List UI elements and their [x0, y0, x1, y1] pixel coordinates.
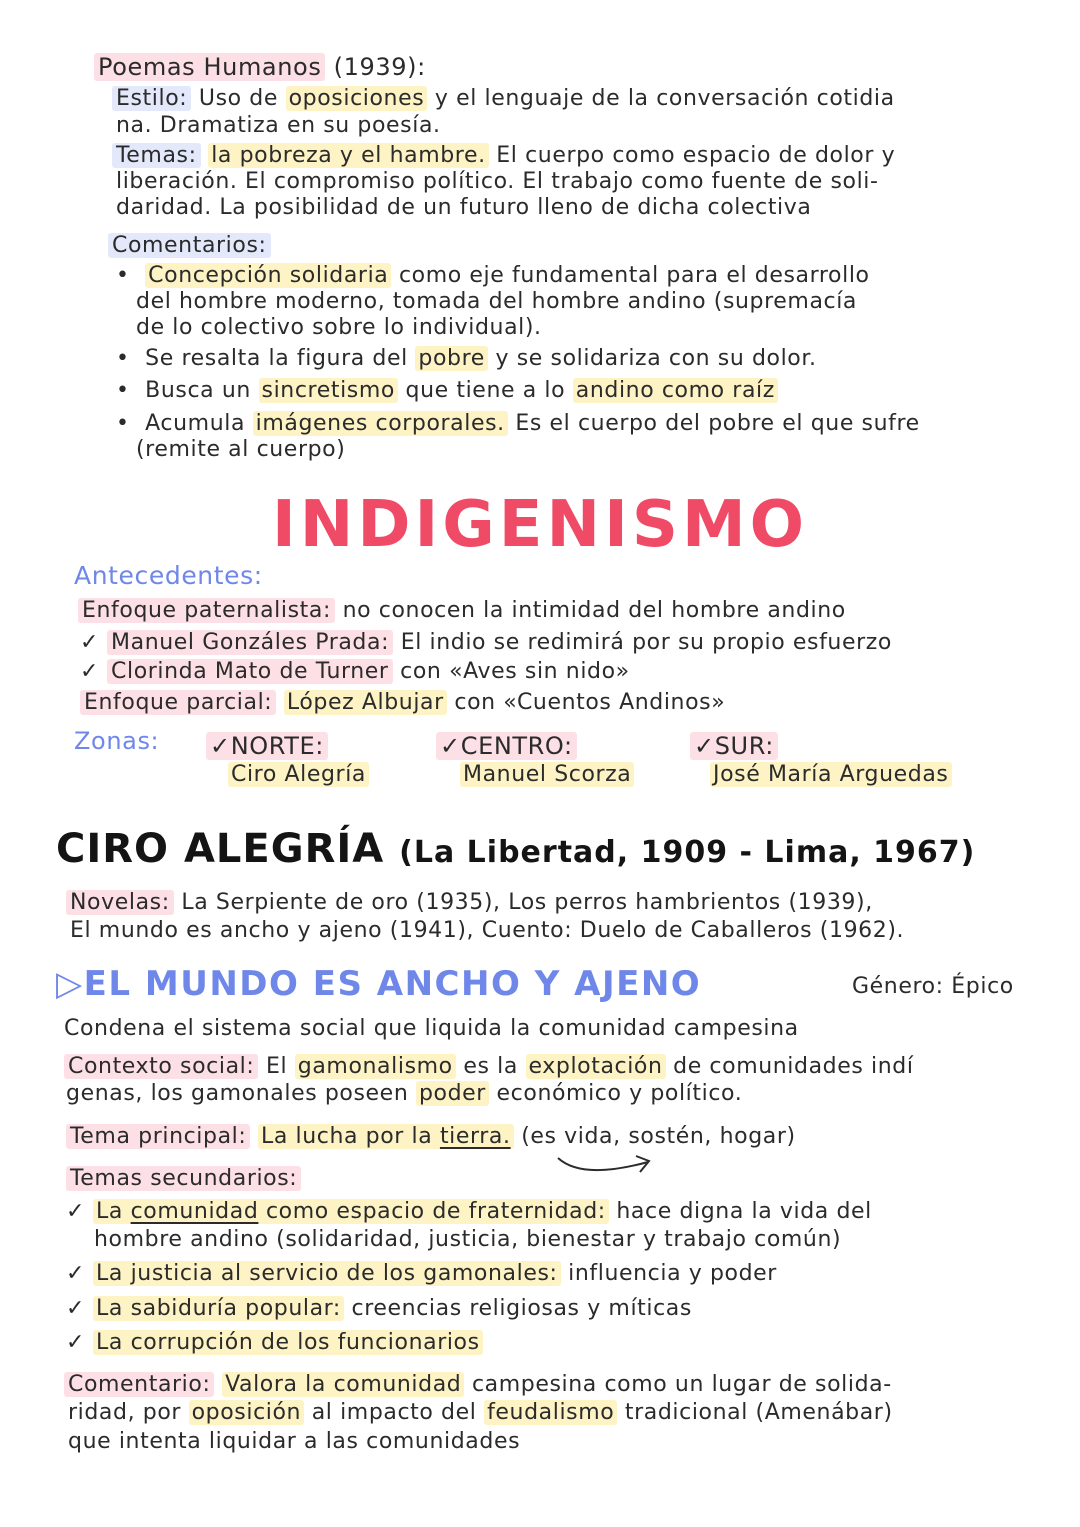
- comentario-highlight-1: Valora la comunidad: [222, 1372, 464, 1397]
- s3-text: creencias religiosas y míticas: [351, 1296, 692, 1321]
- curved-arrow-icon: [552, 1150, 662, 1184]
- estilo-text-b: y el lenguaje de la conversación cotidia: [434, 86, 895, 111]
- temas-line-3: daridad. La posibilidad de un futuro lleno de dicha colectiva: [116, 195, 812, 220]
- comentario-highlight-3: feudalismo: [484, 1400, 617, 1425]
- comentario-item-2: [116, 346, 817, 372]
- contexto-highlight-2: explotación: [526, 1054, 666, 1079]
- zona-sur-autor: [710, 762, 952, 788]
- c4-highlight: imágenes corporales.: [253, 411, 508, 436]
- novelas-line-2: El mundo es ancho y ajeno (1941), Cuento: Duelo de Caballeros (1962).: [70, 918, 905, 943]
- comentario-text-a: campesina como un lugar de solida-: [471, 1372, 892, 1397]
- tema-underlined: tierra.: [439, 1124, 511, 1149]
- comentario-item-1-line-3: de lo colectivo sobre lo individual).: [136, 315, 542, 340]
- comentario-item-3: [116, 378, 778, 404]
- contexto-label: Contexto social:: [64, 1054, 258, 1079]
- comentario-line-3: que intenta liquidar a las comunidades: [68, 1429, 521, 1454]
- secundario-item-2: [66, 1261, 777, 1287]
- condena-line: Condena el sistema social que liquida la comunidad campesina: [64, 1016, 799, 1041]
- enfoque-paternalista-line: [78, 598, 846, 624]
- temas-secundarios-label-text: Temas secundarios:: [66, 1166, 301, 1191]
- secundario-item-3: [66, 1296, 692, 1322]
- antecedentes-label: Antecedentes:: [74, 561, 263, 590]
- s2-highlight: La justicia al servicio de los gamonales:: [93, 1261, 561, 1286]
- contexto-text-a: El: [265, 1054, 288, 1079]
- enfoque-parcial-text: con «Cuentos Andinos»: [454, 690, 726, 715]
- enfoque-parcial-highlight: López Albujar: [284, 690, 447, 715]
- zona-norte: [206, 733, 328, 759]
- contexto-highlight-3: poder: [416, 1081, 489, 1106]
- c1-text-a: como eje fundamental para el desarrollo: [398, 263, 870, 288]
- estilo-line: [112, 86, 895, 112]
- temas-highlight: la pobreza y el hambre.: [208, 143, 488, 168]
- contexto-text-b: es la: [463, 1054, 518, 1079]
- estilo-line-2: na. Dramatiza en su poesía.: [116, 113, 441, 138]
- enfoque-paternalista-text: no conocen la intimidad del hombre andino: [342, 598, 846, 623]
- check-icon: ✓: [80, 630, 100, 655]
- clorinda-line: [80, 659, 630, 685]
- check-icon: ✓: [66, 1330, 86, 1355]
- gonzales-prada-text: El indio se redimirá por su propio esfuerzo: [400, 630, 892, 655]
- comentario-item-4: [116, 411, 920, 437]
- indigenismo-title: INDIGENISMO: [271, 488, 809, 562]
- temas-line-2: liberación. El compromiso político. El trabajo como fuente de soli-: [116, 169, 879, 194]
- gonzales-prada-label: Manuel Gonzáles Prada:: [107, 630, 393, 655]
- zona-norte-autor: [228, 762, 369, 788]
- c2-text-b: y se solidariza con su dolor.: [495, 346, 817, 371]
- secundario-item-1: [66, 1199, 872, 1225]
- poemas-year: (1939):: [333, 53, 426, 81]
- comentario-item-1: [116, 263, 870, 289]
- comentario-highlight-2: oposición: [189, 1400, 304, 1425]
- s2-text: influencia y poder: [568, 1261, 777, 1286]
- contexto-highlight-1: gamonalismo: [295, 1054, 456, 1079]
- c3-text-b: que tiene a lo: [405, 378, 566, 403]
- temas-label: Temas:: [112, 143, 201, 168]
- zonas-label: Zonas:: [74, 727, 160, 755]
- zona-sur-autor-text: José María Arguedas: [710, 762, 952, 787]
- c4-text-b: Es el cuerpo del pobre el que sufre: [515, 411, 920, 436]
- clorinda-label: Clorinda Mato de Turner: [107, 659, 393, 684]
- zona-centro: [436, 733, 577, 759]
- contexto-text-c: de comunidades indí: [673, 1054, 914, 1079]
- contexto-text-d1: genas, los gamonales poseen: [66, 1081, 409, 1106]
- comentario-line: [64, 1372, 892, 1398]
- novelas-label: Novelas:: [66, 890, 174, 915]
- check-icon: ✓: [80, 659, 100, 684]
- tema-text-a: La lucha por la: [260, 1124, 433, 1149]
- temas-text-a: El cuerpo como espacio de dolor y: [496, 143, 896, 168]
- s1-text-b: como espacio de fraternidad:: [265, 1199, 606, 1224]
- contexto-line: [64, 1054, 914, 1080]
- secundario-item-1-line-2: hombre andino (solidaridad, justicia, bienestar y trabajo común): [94, 1227, 842, 1252]
- mundo-title: ▷EL MUNDO ES ANCHO Y AJENO: [56, 964, 702, 1004]
- ciro-heading: [56, 826, 975, 872]
- comentarios-label: [108, 233, 271, 259]
- enfoque-paternalista-label: Enfoque paternalista:: [78, 598, 335, 623]
- c1-highlight: Concepción solidaria: [145, 263, 391, 288]
- tema-text-b: (es vida, sostén, hogar): [521, 1124, 796, 1149]
- comentario-label: Comentario:: [64, 1372, 214, 1397]
- clorinda-text: con «Aves sin nido»: [400, 659, 630, 684]
- c3-highlight-2: andino como raíz: [573, 378, 778, 403]
- contexto-text-d2: económico y político.: [496, 1081, 743, 1106]
- ciro-title: CIRO ALEGRÍA: [56, 826, 385, 872]
- gonzales-prada-line: [80, 630, 892, 656]
- ciro-subtitle: (La Libertad, 1909 - Lima, 1967): [399, 835, 976, 870]
- s3-highlight: La sabiduría popular:: [93, 1296, 344, 1321]
- estilo-text-a: Uso de: [198, 86, 279, 111]
- c3-text-a: Busca un: [145, 378, 251, 403]
- novelas-line: [66, 890, 873, 916]
- novelas-text-a: La Serpiente de oro (1935), Los perros hambrientos (1939),: [181, 890, 873, 915]
- enfoque-parcial-label: Enfoque parcial:: [80, 690, 276, 715]
- estilo-highlight: oposiciones: [286, 86, 428, 111]
- secundario-item-4: [66, 1330, 483, 1356]
- genero-label: Género: Épico: [852, 974, 1014, 999]
- estilo-label: Estilo:: [112, 86, 191, 111]
- enfoque-parcial-line: [80, 690, 725, 716]
- s1-highlight: [93, 1199, 609, 1224]
- c3-highlight-1: sincretismo: [259, 378, 398, 403]
- comentario-text-b1: ridad, por: [68, 1400, 182, 1425]
- temas-line: [112, 143, 895, 169]
- s1-text-a: La: [96, 1199, 123, 1224]
- s1-text-c: hace digna la vida del: [616, 1199, 872, 1224]
- temas-secundarios-label: [66, 1166, 301, 1192]
- check-icon: ✓: [66, 1261, 86, 1286]
- zona-sur: [690, 733, 778, 759]
- zona-norte-label: ✓NORTE:: [206, 732, 328, 760]
- tema-principal-line: [66, 1124, 796, 1150]
- comentarios-label-text: Comentarios:: [108, 233, 271, 258]
- check-icon: ✓: [66, 1199, 86, 1224]
- comentario-item-1-line-2: del hombre moderno, tomada del hombre andino (supremacía: [136, 289, 858, 314]
- zona-sur-label: ✓SUR:: [690, 732, 778, 760]
- zona-centro-autor-text: Manuel Scorza: [460, 762, 634, 787]
- zona-norte-autor-text: Ciro Alegría: [228, 762, 369, 787]
- comentario-line-2: [68, 1400, 893, 1426]
- tema-principal-highlight: [258, 1124, 514, 1149]
- c2-text-a: Se resalta la figura del: [145, 346, 408, 371]
- check-icon: ✓: [66, 1296, 86, 1321]
- contexto-line-2: [66, 1081, 742, 1107]
- tema-principal-label: Tema principal:: [66, 1124, 250, 1149]
- poemas-title: Poemas Humanos: [94, 53, 325, 81]
- zona-centro-label: ✓CENTRO:: [436, 732, 577, 760]
- poemas-heading: [94, 54, 426, 80]
- zona-centro-autor: [460, 762, 634, 788]
- comentario-text-b2: al impacto del: [311, 1400, 477, 1425]
- s4-highlight: La corrupción de los funcionarios: [93, 1330, 483, 1355]
- s1-underlined: comunidad: [130, 1199, 259, 1224]
- c2-highlight: pobre: [415, 346, 488, 371]
- c4-text-a: Acumula: [145, 411, 246, 436]
- comentario-item-4-line-2: (remite al cuerpo): [136, 437, 346, 462]
- comentario-text-b3: tradicional (Amenábar): [624, 1400, 893, 1425]
